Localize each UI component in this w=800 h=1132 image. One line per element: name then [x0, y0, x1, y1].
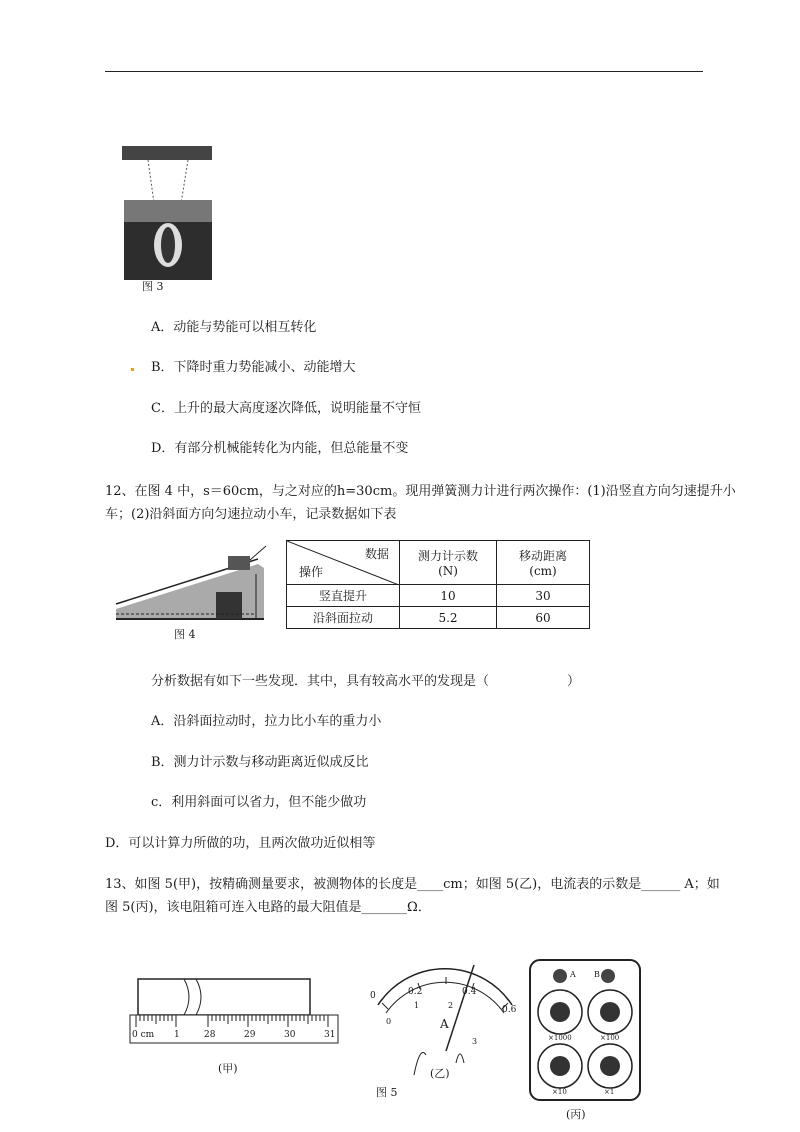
ammeter-scale-label: 0: [370, 991, 376, 1001]
row-distance: 30: [497, 585, 590, 607]
table-row: [287, 585, 590, 607]
figure-5-caption: 图 5: [376, 1086, 398, 1099]
header-force-title: 测力计示数: [417, 549, 478, 563]
q12-option-b: B．测力计示数与移动距离近似成反比: [151, 755, 369, 770]
header-force-unit: (N): [438, 564, 458, 578]
q12-option-a: A．沿斜面拉动时，拉力比小车的重力小: [151, 714, 382, 729]
ammeter-scale-label: 3: [472, 1037, 478, 1046]
resistance-box-illustration: [524, 956, 644, 1106]
ruler-label: 29: [244, 1030, 256, 1040]
bullet-dot: [131, 368, 134, 371]
header-force: [400, 541, 497, 585]
q11-option-d: D．有部分机械能转化为内能，但总能量不变: [151, 441, 409, 456]
figure-3: [118, 130, 218, 295]
ruler-label: 1: [174, 1030, 180, 1040]
pendulum-illustration: [118, 130, 218, 295]
box-terminal-label: A: [570, 970, 576, 979]
figure-5-ammeter: [364, 955, 524, 1080]
ruler-label: 31: [324, 1030, 336, 1040]
header-distance-unit: (cm): [529, 564, 557, 578]
box-dial-label: ×10: [552, 1088, 567, 1096]
ruler-label: 28: [204, 1030, 216, 1040]
ammeter-scale-label: 0.6: [502, 1005, 517, 1015]
row-distance: 60: [497, 607, 590, 629]
header-rule: [105, 71, 703, 72]
q11-option-c: C．上升的最大高度逐次降低，说明能量不守恒: [151, 401, 421, 416]
caption-jia: (甲): [218, 1062, 238, 1075]
figure-5-resistance-box: [524, 956, 644, 1126]
figure-4-caption: 图 4: [174, 628, 196, 641]
q12-analysis: 分析数据有如下一些发现．其中，具有较高水平的发现是（ ）: [151, 674, 581, 689]
header-op-label: 操作: [299, 565, 324, 579]
q11-option-a: A．动能与势能可以相互转化: [151, 320, 317, 335]
row-force: 10: [400, 585, 497, 607]
box-dial-label: ×1: [604, 1088, 615, 1096]
row-force: 5.2: [400, 607, 497, 629]
ammeter-scale-label: 1: [414, 1001, 420, 1010]
caption-yi: (乙): [430, 1067, 450, 1080]
figure-3-caption: 图 3: [142, 280, 164, 293]
ammeter-scale-label: 0.4: [462, 987, 477, 997]
header-distance: [497, 541, 590, 585]
ruler-label: 30: [284, 1030, 296, 1040]
q12-stem-line2: 车；(2)沿斜面方向匀速拉动小车，记录数据如下表: [105, 507, 397, 522]
ruler-illustration: [128, 975, 340, 1047]
caption-bing: (丙): [566, 1108, 586, 1121]
q13-stem-line1: 13、如图 5(甲)，按精确测量要求，被测物体的长度是____cm；如图 5(乙)，电流表的示数是______ A；如: [105, 877, 720, 892]
table-row: [287, 607, 590, 629]
row-op: 沿斜面拉动: [287, 607, 400, 629]
box-terminal-label: B: [594, 970, 600, 979]
q13-stem-line2: 图 5(丙)，该电阻箱可连入电路的最大阻值是_______Ω．: [105, 900, 431, 915]
q12-data-table: [286, 540, 590, 629]
ammeter-scale-label: 0.2: [408, 987, 423, 997]
box-dial-label: ×100: [600, 1034, 620, 1042]
ammeter-unit-label: A: [440, 1017, 449, 1031]
q12-stem-line1: 12、在图 4 中，s＝60cm，与之对应的h=30cm。现用弹簧测力计进行两次操作：(1)沿竖直方向匀速提升小: [105, 484, 736, 499]
header-data-label: 数据: [364, 547, 389, 561]
q11-option-b: B．下降时重力势能减小、动能增大: [151, 360, 356, 375]
row-op: 竖直提升: [287, 585, 400, 607]
ammeter-scale-label: 0: [386, 1017, 392, 1026]
q12-option-c: c．利用斜面可以省力，但不能少做功: [151, 795, 367, 810]
table-header-corner: [287, 541, 400, 585]
ammeter-scale-label: 2: [448, 1001, 454, 1010]
figure-5-ruler: [128, 975, 340, 1075]
ruler-label: 0 cm: [132, 1030, 155, 1040]
q12-option-d: D．可以计算力所做的功，且两次做功近似相等: [105, 836, 376, 851]
header-distance-title: 移动距离: [518, 549, 567, 563]
box-dial-label: ×1000: [548, 1034, 572, 1042]
figure-4: [108, 534, 276, 644]
